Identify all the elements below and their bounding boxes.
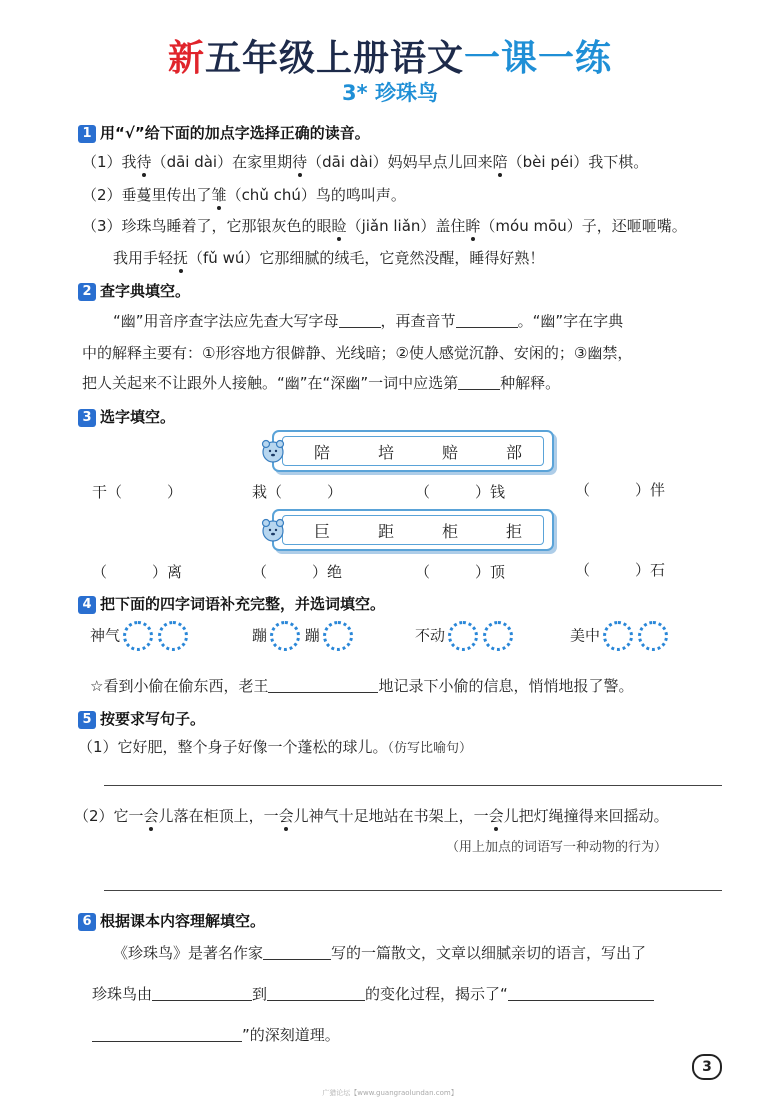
dotted-word: 一会儿: [128, 807, 174, 825]
answer-blank[interactable]: [339, 313, 381, 328]
title-grade: 五年级上册语文: [204, 38, 464, 79]
answer-blank[interactable]: [508, 986, 654, 1001]
answer-blank[interactable]: [456, 313, 518, 328]
option-char: 巨: [314, 522, 331, 541]
idiom-2: [252, 621, 353, 651]
option-char: 柜: [442, 522, 459, 541]
q5-sentence-1: [78, 736, 472, 757]
idiom-4: [570, 621, 668, 651]
page-number: 3: [692, 1054, 722, 1080]
flower-blank[interactable]: [270, 621, 300, 651]
option-char: 陪: [314, 443, 331, 462]
flower-blank[interactable]: [448, 621, 478, 651]
q4-sentence: [90, 675, 633, 696]
q6-line-3: [92, 1024, 340, 1045]
q3-heading: [78, 406, 175, 427]
flower-blank[interactable]: [638, 621, 668, 651]
title-series: 一课一练: [464, 38, 613, 79]
q6-line-1: [113, 942, 646, 963]
fill-blank-item[interactable]: （ ）顶: [415, 563, 506, 581]
fill-blank-item[interactable]: 栽（ ）: [252, 483, 343, 501]
dotted-char: 待: [136, 153, 152, 171]
q6-heading: [78, 910, 265, 931]
pinyin-choice[interactable]: （fǔ wú）它那细腻的绒毛，它竟然没醒，睡得好熟！: [188, 249, 545, 267]
q5-text: 神气十足地站在书架上，: [308, 807, 474, 825]
q6-text: 珍珠鸟由: [92, 985, 153, 1003]
lesson-title: 3* 珍珠鸟: [342, 81, 438, 105]
dotted-char: 眸: [465, 217, 481, 235]
fill-blank-item[interactable]: （ ）绝: [252, 563, 343, 581]
q6-heading-text: 根据课本内容理解填空。: [100, 912, 266, 930]
option-char: 距: [378, 522, 395, 541]
answer-blank[interactable]: [263, 945, 331, 960]
option-char: 拒: [506, 522, 523, 541]
q2-text: “幽”用音序查字法应先查大写字母: [113, 312, 339, 330]
q5-text: （1）它好肥，整个身子好像一个蓬松的球儿。: [78, 738, 388, 756]
q5-number: 5: [78, 711, 96, 729]
q2-text: 种解释。: [500, 374, 561, 392]
answer-blank[interactable]: [458, 375, 500, 390]
idiom-text: 蹦: [304, 626, 320, 645]
q5-note-2: （用上加点的词语写一种动物的行为）: [446, 840, 668, 855]
flower-blank[interactable]: [603, 621, 633, 651]
answer-line[interactable]: [104, 890, 722, 891]
q2-line-2: 中的解释主要有：①形容地方很僻静、光线暗；②使人感觉沉静、安闲的；③幽禁，: [82, 344, 633, 362]
answer-blank[interactable]: [152, 986, 252, 1001]
q5-text: （2）它: [74, 807, 129, 825]
q2-number: 2: [78, 283, 96, 301]
footer-watermark: 广猎论坛【www.guangraolundan.com】: [322, 1089, 458, 1097]
q4-text: 地记录下小偷的信息，悄悄地报了警。: [378, 677, 634, 695]
q5-text: 把灯绳撞得来回摇动。: [518, 807, 669, 825]
bear-icon: [260, 517, 286, 543]
dotted-char: 雏: [211, 186, 227, 204]
q2-heading: [78, 280, 190, 301]
q5-text: 落在柜顶上，: [173, 807, 264, 825]
idiom-text: 神气: [90, 626, 121, 645]
idiom-text: 不动: [415, 626, 446, 645]
answer-line[interactable]: [104, 785, 722, 786]
q3-heading-text: 选字填空。: [100, 408, 176, 426]
option-char: 赔: [442, 443, 459, 462]
page-title: [0, 30, 780, 81]
title-new: 新: [167, 38, 205, 79]
q1-text: （1）我: [82, 153, 137, 171]
dotted-word: 一会儿: [263, 807, 309, 825]
q5-note: （仿写比喻句）: [387, 741, 473, 756]
q1-line-3: [82, 215, 687, 236]
idiom-text: 美中: [570, 626, 601, 645]
q1-text: 我用手轻: [113, 249, 174, 267]
pinyin-choice[interactable]: （bèi péi）我下棋。: [507, 153, 649, 171]
q3-number: 3: [78, 409, 96, 427]
q6-text: 《珍珠鸟》是著名作家: [113, 944, 264, 962]
option-char: 培: [378, 443, 395, 462]
fill-blank-item[interactable]: （ ）伴: [575, 481, 666, 499]
character-box-1: [272, 430, 554, 472]
q4-heading: [78, 593, 385, 614]
q4-heading-text: 把下面的四字词语补充完整，并选词填空。: [100, 595, 386, 613]
q1-line-2: [82, 184, 406, 205]
fill-blank-item[interactable]: （ ）离: [92, 563, 183, 581]
idiom-3: [415, 621, 513, 651]
q6-text: 写的一篇散文，文章以细腻亲切的语言，写出了: [331, 944, 647, 962]
flower-blank[interactable]: [123, 621, 153, 651]
pinyin-choice[interactable]: （chǔ chú）鸟的鸣叫声。: [226, 186, 406, 204]
q4-number: 4: [78, 596, 96, 614]
q1-line-1: [82, 151, 648, 172]
q1-heading: [78, 122, 370, 143]
q2-text: ，再查音节: [380, 312, 456, 330]
dotted-char: 睑: [331, 217, 347, 235]
q2-text: 把人关起来不让跟外人接触。“幽”在“深幽”一词中应选第: [82, 374, 459, 392]
flower-blank[interactable]: [158, 621, 188, 651]
character-box-2: [272, 509, 554, 551]
flower-blank[interactable]: [483, 621, 513, 651]
q5-sentence-2: [74, 805, 669, 826]
q1-heading-text: 用“√”给下面的加点字选择正确的读音。: [100, 124, 370, 142]
q2-line-1: [113, 310, 623, 331]
dotted-char: 陪: [492, 153, 508, 171]
answer-blank[interactable]: [268, 678, 378, 693]
flower-blank[interactable]: [323, 621, 353, 651]
q6-number: 6: [78, 913, 96, 931]
idiom-text: 蹦: [252, 626, 268, 645]
bear-icon: [260, 438, 286, 464]
pinyin-choice[interactable]: （jiǎn liǎn）盖住: [346, 217, 466, 235]
fill-blank-item[interactable]: （ ）钱: [415, 483, 506, 501]
q5-heading: [78, 708, 205, 729]
dotted-char: 抚: [173, 249, 189, 267]
q1-number: 1: [78, 125, 96, 143]
q2-text: 。“幽”字在字典: [517, 312, 624, 330]
idiom-1: [90, 621, 188, 651]
q2-heading-text: 查字典填空。: [100, 282, 191, 300]
q1-line-4: [113, 247, 544, 268]
q1-text: （3）珍珠鸟睡着了，它那银灰色的眼: [82, 217, 332, 235]
dotted-char: 待: [292, 153, 308, 171]
pinyin-choice[interactable]: （dāi dài）妈妈早点儿回来: [307, 153, 493, 171]
q1-text: （2）垂蔓里传出了: [82, 186, 212, 204]
q6-text: ”的深刻道理。: [242, 1026, 340, 1044]
q2-line-3: [82, 372, 560, 393]
pinyin-choice[interactable]: （móu mōu）子，还咂咂嘴。: [480, 217, 687, 235]
dotted-word: 一会儿: [473, 807, 519, 825]
answer-blank[interactable]: [267, 986, 365, 1001]
fill-blank-item[interactable]: （ ）石: [575, 561, 666, 579]
q6-text: 的变化过程，揭示了“: [365, 985, 508, 1003]
q6-text: 到: [252, 985, 268, 1003]
q6-line-2: [92, 983, 654, 1004]
answer-blank[interactable]: [92, 1027, 242, 1042]
q4-text: ☆看到小偷在偷东西，老王: [90, 677, 269, 695]
pinyin-choice[interactable]: （dāi dài）在家里期: [151, 153, 293, 171]
fill-blank-item[interactable]: 干（ ）: [92, 483, 183, 501]
q5-heading-text: 按要求写句子。: [100, 710, 206, 728]
option-char: 部: [506, 443, 523, 462]
